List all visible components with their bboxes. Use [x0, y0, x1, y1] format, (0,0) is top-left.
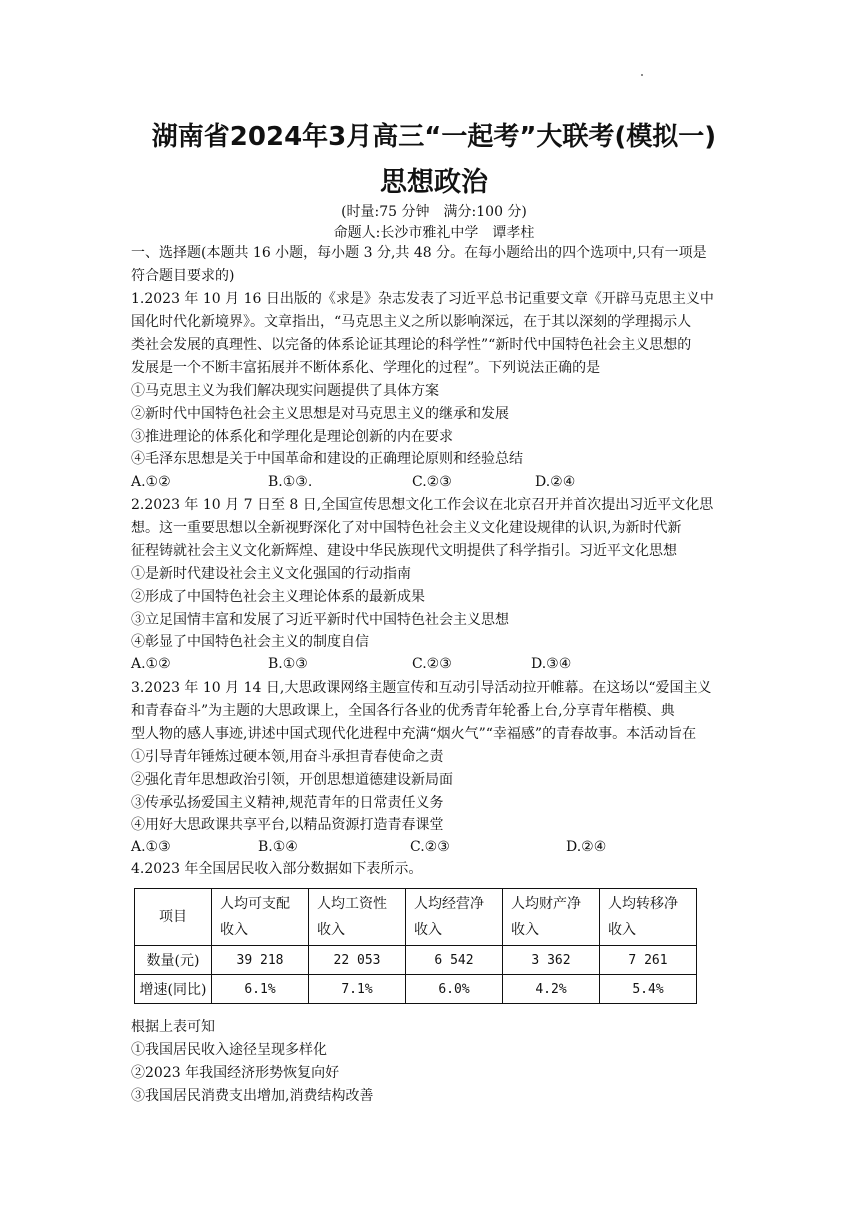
q1-statement: ②新时代中国特色社会主义思想是对马克思主义的继承和发展: [131, 406, 509, 422]
table-cell: 22 053: [309, 946, 406, 975]
q2-statement: ③立足国情丰富和发展了习近平新时代中国特色社会主义思想: [131, 612, 509, 628]
q3-option-b: B.①④: [258, 839, 298, 855]
q1-line: 1.2023 年 10 月 16 日出版的《求是》杂志发表了习近平总书记重要文章《开辟马克思主义中: [131, 291, 714, 307]
table-cell: 5.4%: [600, 975, 697, 1004]
table-header-cell: [503, 889, 600, 946]
q3-line: 型人物的感人事迹,讲述中国式现代化进程中充满“烟火气”“幸福感”的青春故事。本活动旨在: [131, 726, 697, 742]
q1-option-b: B.①③.: [268, 474, 313, 490]
q1-statement: ④毛泽东思想是关于中国革命和建设的正确理论原则和经验总结: [131, 451, 523, 467]
subject-title: 思想政治: [380, 167, 488, 198]
table-cell: 3 362: [503, 946, 600, 975]
q1-statement: ③推进理论的体系化和学理化是理论创新的内在要求: [131, 429, 453, 445]
header-text: 收入: [317, 922, 345, 938]
table-header-cell: [600, 889, 697, 946]
header-text: 人均可支配: [220, 896, 290, 912]
q3-statement: ③传承弘扬爱国主义精神,规范青年的日常责任义务: [131, 795, 444, 811]
author-line: 命题人:长沙市雅礼中学 谭孝柱: [333, 225, 535, 241]
q2-statement: ④彰显了中国特色社会主义的制度自信: [131, 634, 369, 650]
q3-line: 和青春奋斗”为主题的大思政课上，全国各行各业的优秀青年轮番上台,分享青年楷模、典: [131, 703, 675, 719]
q2-option-a: A.①②: [131, 656, 171, 672]
section-instruction-line-1: 一、选择题(本题共 16 小题，每小题 3 分,共 48 分。在每小题给出的四个选项中,只有一项是: [131, 245, 707, 261]
table-row: [135, 946, 697, 975]
header-text: 项目: [159, 909, 187, 925]
q2-option-b: B.①③: [268, 656, 308, 672]
header-text: 收入: [511, 922, 539, 938]
q4-line: 根据上表可知: [131, 1019, 215, 1035]
q1-line: 类社会发展的真理性、以完备的体系论证其理论的科学性”“新时代中国特色社会主义思想的: [131, 337, 692, 353]
table-header-cell: [212, 889, 309, 946]
q3-line: 3.2023 年 10 月 14 日,大思政课网络主题宣传和互动引导活动拉开帷幕。在这场以“爱国主义: [131, 680, 712, 696]
q2-line: 想。这一重要思想以全新视野深化了对中国特色社会主义文化建设规律的认识,为新时代新: [131, 520, 682, 536]
table-cell: 6 542: [406, 946, 503, 975]
table-header-cell: [406, 889, 503, 946]
q2-statement: ②形成了中国特色社会主义理论体系的最新成果: [131, 589, 425, 605]
q3-statement: ①引导青年锤炼过硬本领,用奋斗承担青春使命之责: [131, 749, 444, 765]
header-text: 人均工资性: [317, 896, 387, 912]
q3-option-c: C.②③: [410, 839, 450, 855]
q1-line: 国化时代化新境界》。文章指出，“马克思主义之所以影响深远，在于其以深刻的学理揭示人: [131, 314, 692, 330]
table-header-row: [135, 889, 697, 946]
table-cell: 7.1%: [309, 975, 406, 1004]
q4-statement: ①我国居民收入途径呈现多样化: [131, 1042, 327, 1058]
q2-option-d: D.③④: [531, 656, 572, 672]
q4-statement: ②2023 年我国经济形势恢复向好: [131, 1065, 340, 1081]
q1-option-d: D.②④: [535, 474, 576, 490]
q2-statement: ①是新时代建设社会主义文化强国的行动指南: [131, 566, 411, 582]
header-text: 收入: [608, 922, 636, 938]
header-text: 收入: [220, 922, 248, 938]
table-cell: 7 261: [600, 946, 697, 975]
table-header-cell: [309, 889, 406, 946]
header-text: 人均转移净: [608, 896, 678, 912]
header-text: 人均经营净: [414, 896, 484, 912]
header-text: 人均财产净: [511, 896, 581, 912]
table-row: [135, 975, 697, 1004]
q1-option-a: A.①②: [131, 474, 171, 490]
q1-statement: ①马克思主义为我们解决现实问题提供了具体方案: [131, 383, 439, 399]
table-cell: 39 218: [212, 946, 309, 975]
q4-intro: 4.2023 年全国居民收入部分数据如下表所示。: [131, 861, 423, 877]
q3-statement: ④用好大思政课共享平台,以精品资源打造青春课堂: [131, 817, 444, 833]
q1-line: 发展是一个不断丰富拓展并不断体系化、学理化的过程”。下列说法正确的是: [131, 360, 601, 376]
table-cell: 4.2%: [503, 975, 600, 1004]
row-label: 数量(元): [135, 946, 212, 975]
q3-option-d: D.②④: [566, 839, 607, 855]
exam-title: 湖南省2024年3月高三“一起考”大联考(模拟一): [151, 122, 717, 152]
q2-line: 2.2023 年 10 月 7 日至 8 日,全国宣传思想文化工作会议在北京召开并首次提出习近平文化思: [131, 497, 714, 513]
row-label: 增速(同比): [135, 975, 212, 1004]
q4-statement: ③我国居民消费支出增加,消费结构改善: [131, 1088, 374, 1104]
scan-dot: [641, 74, 643, 76]
income-table: [134, 888, 697, 1004]
table-cell: 6.0%: [406, 975, 503, 1004]
q2-option-c: C.②③: [412, 656, 452, 672]
q1-option-c: C.②③: [412, 474, 452, 490]
q3-statement: ②强化青年思想政治引领，开创思想道德建设新局面: [131, 772, 453, 788]
header-text: 收入: [414, 922, 442, 938]
table-cell: 6.1%: [212, 975, 309, 1004]
time-info: (时量:75 分钟 满分:100 分): [341, 204, 527, 220]
q2-line: 征程铸就社会主义文化新辉煌、建设中华民族现代文明提供了科学指引。习近平文化思想: [131, 543, 677, 559]
section-instruction-line-2: 符合题目要求的): [131, 268, 235, 284]
table-header-cell: [135, 889, 212, 946]
q3-option-a: A.①③: [131, 839, 171, 855]
